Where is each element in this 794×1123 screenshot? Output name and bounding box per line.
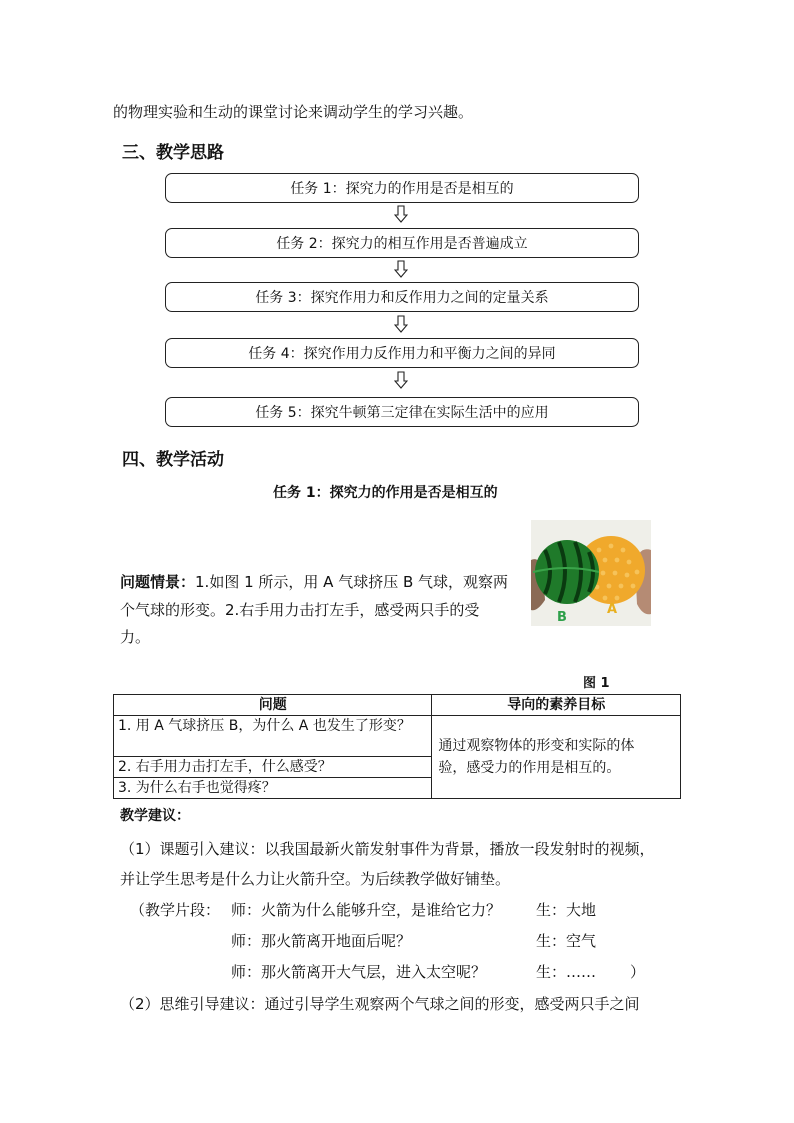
down-arrow-icon	[394, 205, 408, 223]
goal-line-1: 通过观察物体的形变和实际的体	[438, 738, 635, 754]
dialogue-close: ）	[630, 963, 646, 981]
ball-label-a: A	[607, 602, 618, 617]
scenario-text-3: 力。	[120, 628, 151, 646]
section-heading-activities: 四、教学活动	[122, 450, 224, 470]
suggestion-label: 教学建议：	[120, 808, 190, 824]
down-arrow-icon	[394, 260, 408, 278]
scenario-line-3	[120, 607, 151, 646]
dialogue-prefix: （教学片段：	[130, 901, 221, 919]
table-cell-question-1: 1. 用 A 气球挤压 B，为什么 A 也发生了形变？	[114, 716, 432, 757]
table-cell-question-3: 3. 为什么右手也觉得疼？	[114, 778, 432, 799]
goal-line-2: 验，感受力的作用是相互的。	[438, 760, 621, 776]
ball-label-b: B	[557, 610, 567, 625]
task-box-4: 任务 4：探究作用力反作用力和平衡力之间的异同	[165, 338, 639, 368]
down-arrow-icon	[394, 315, 408, 333]
balloons-image	[531, 520, 651, 626]
table-header-question: 问题	[114, 695, 432, 716]
dialogue-teacher-1: 师：火箭为什么能够升空，是谁给它力？	[231, 901, 502, 919]
balloons-figure	[531, 520, 651, 626]
table-cell-goal	[432, 716, 681, 799]
down-arrow-icon	[394, 371, 408, 389]
task-box-5: 任务 5：探究牛顿第三定律在实际生活中的应用	[165, 397, 639, 427]
task-box-3: 任务 3：探究作用力和反作用力之间的定量关系	[165, 282, 639, 312]
dialogue-teacher-3: 师：那火箭离开大气层，进入太空呢？	[231, 963, 487, 981]
table-header-goal: 导向的素养目标	[432, 695, 681, 716]
task-box-1: 任务 1：探究力的作用是否是相互的	[165, 173, 639, 203]
task-box-2: 任务 2：探究力的相互作用是否普遍成立	[165, 228, 639, 258]
scenario-text-1: 1.如图 1 所示，用 A 气球挤压 B 气球，观察两	[195, 573, 509, 591]
figure-caption: 图 1	[583, 676, 610, 691]
suggestion2-line-1: （2）思维引导建议：通过引导学生观察两个气球之间的形变，感受两只手之间	[120, 995, 640, 1013]
question-goal-table	[113, 694, 681, 799]
table-row	[114, 716, 681, 757]
suggestion1-line-1: （1）课题引入建议：以我国最新火箭发射事件为背景，播放一段发射时的视频，	[120, 840, 655, 858]
intro-continuation: 的物理实验和生动的课堂讨论来调动学生的学习兴趣。	[113, 103, 474, 121]
scenario-label: 问题情景：	[120, 573, 196, 591]
dialogue-student-2: 生：空气	[536, 932, 597, 950]
scenario-line-1	[120, 572, 508, 592]
task1-title: 任务 1：探究力的作用是否是相互的	[273, 485, 498, 501]
dialogue-student-1: 生：大地	[536, 901, 597, 919]
suggestion1-line-2: 并让学生思考是什么力让火箭升空。为后续教学做好铺垫。	[120, 870, 511, 888]
table-header-row	[114, 695, 681, 716]
table-cell-question-2: 2. 右手用力击打左手，什么感受？	[114, 757, 432, 778]
scenario-line-2: 个气球的形变。2.右手用力击打左手，感受两只手的受	[120, 601, 480, 619]
section-heading-approach: 三、教学思路	[122, 143, 224, 163]
dialogue-teacher-2: 师：那火箭离开地面后呢？	[231, 932, 412, 950]
dialogue-student-3: 生：……	[536, 963, 597, 981]
